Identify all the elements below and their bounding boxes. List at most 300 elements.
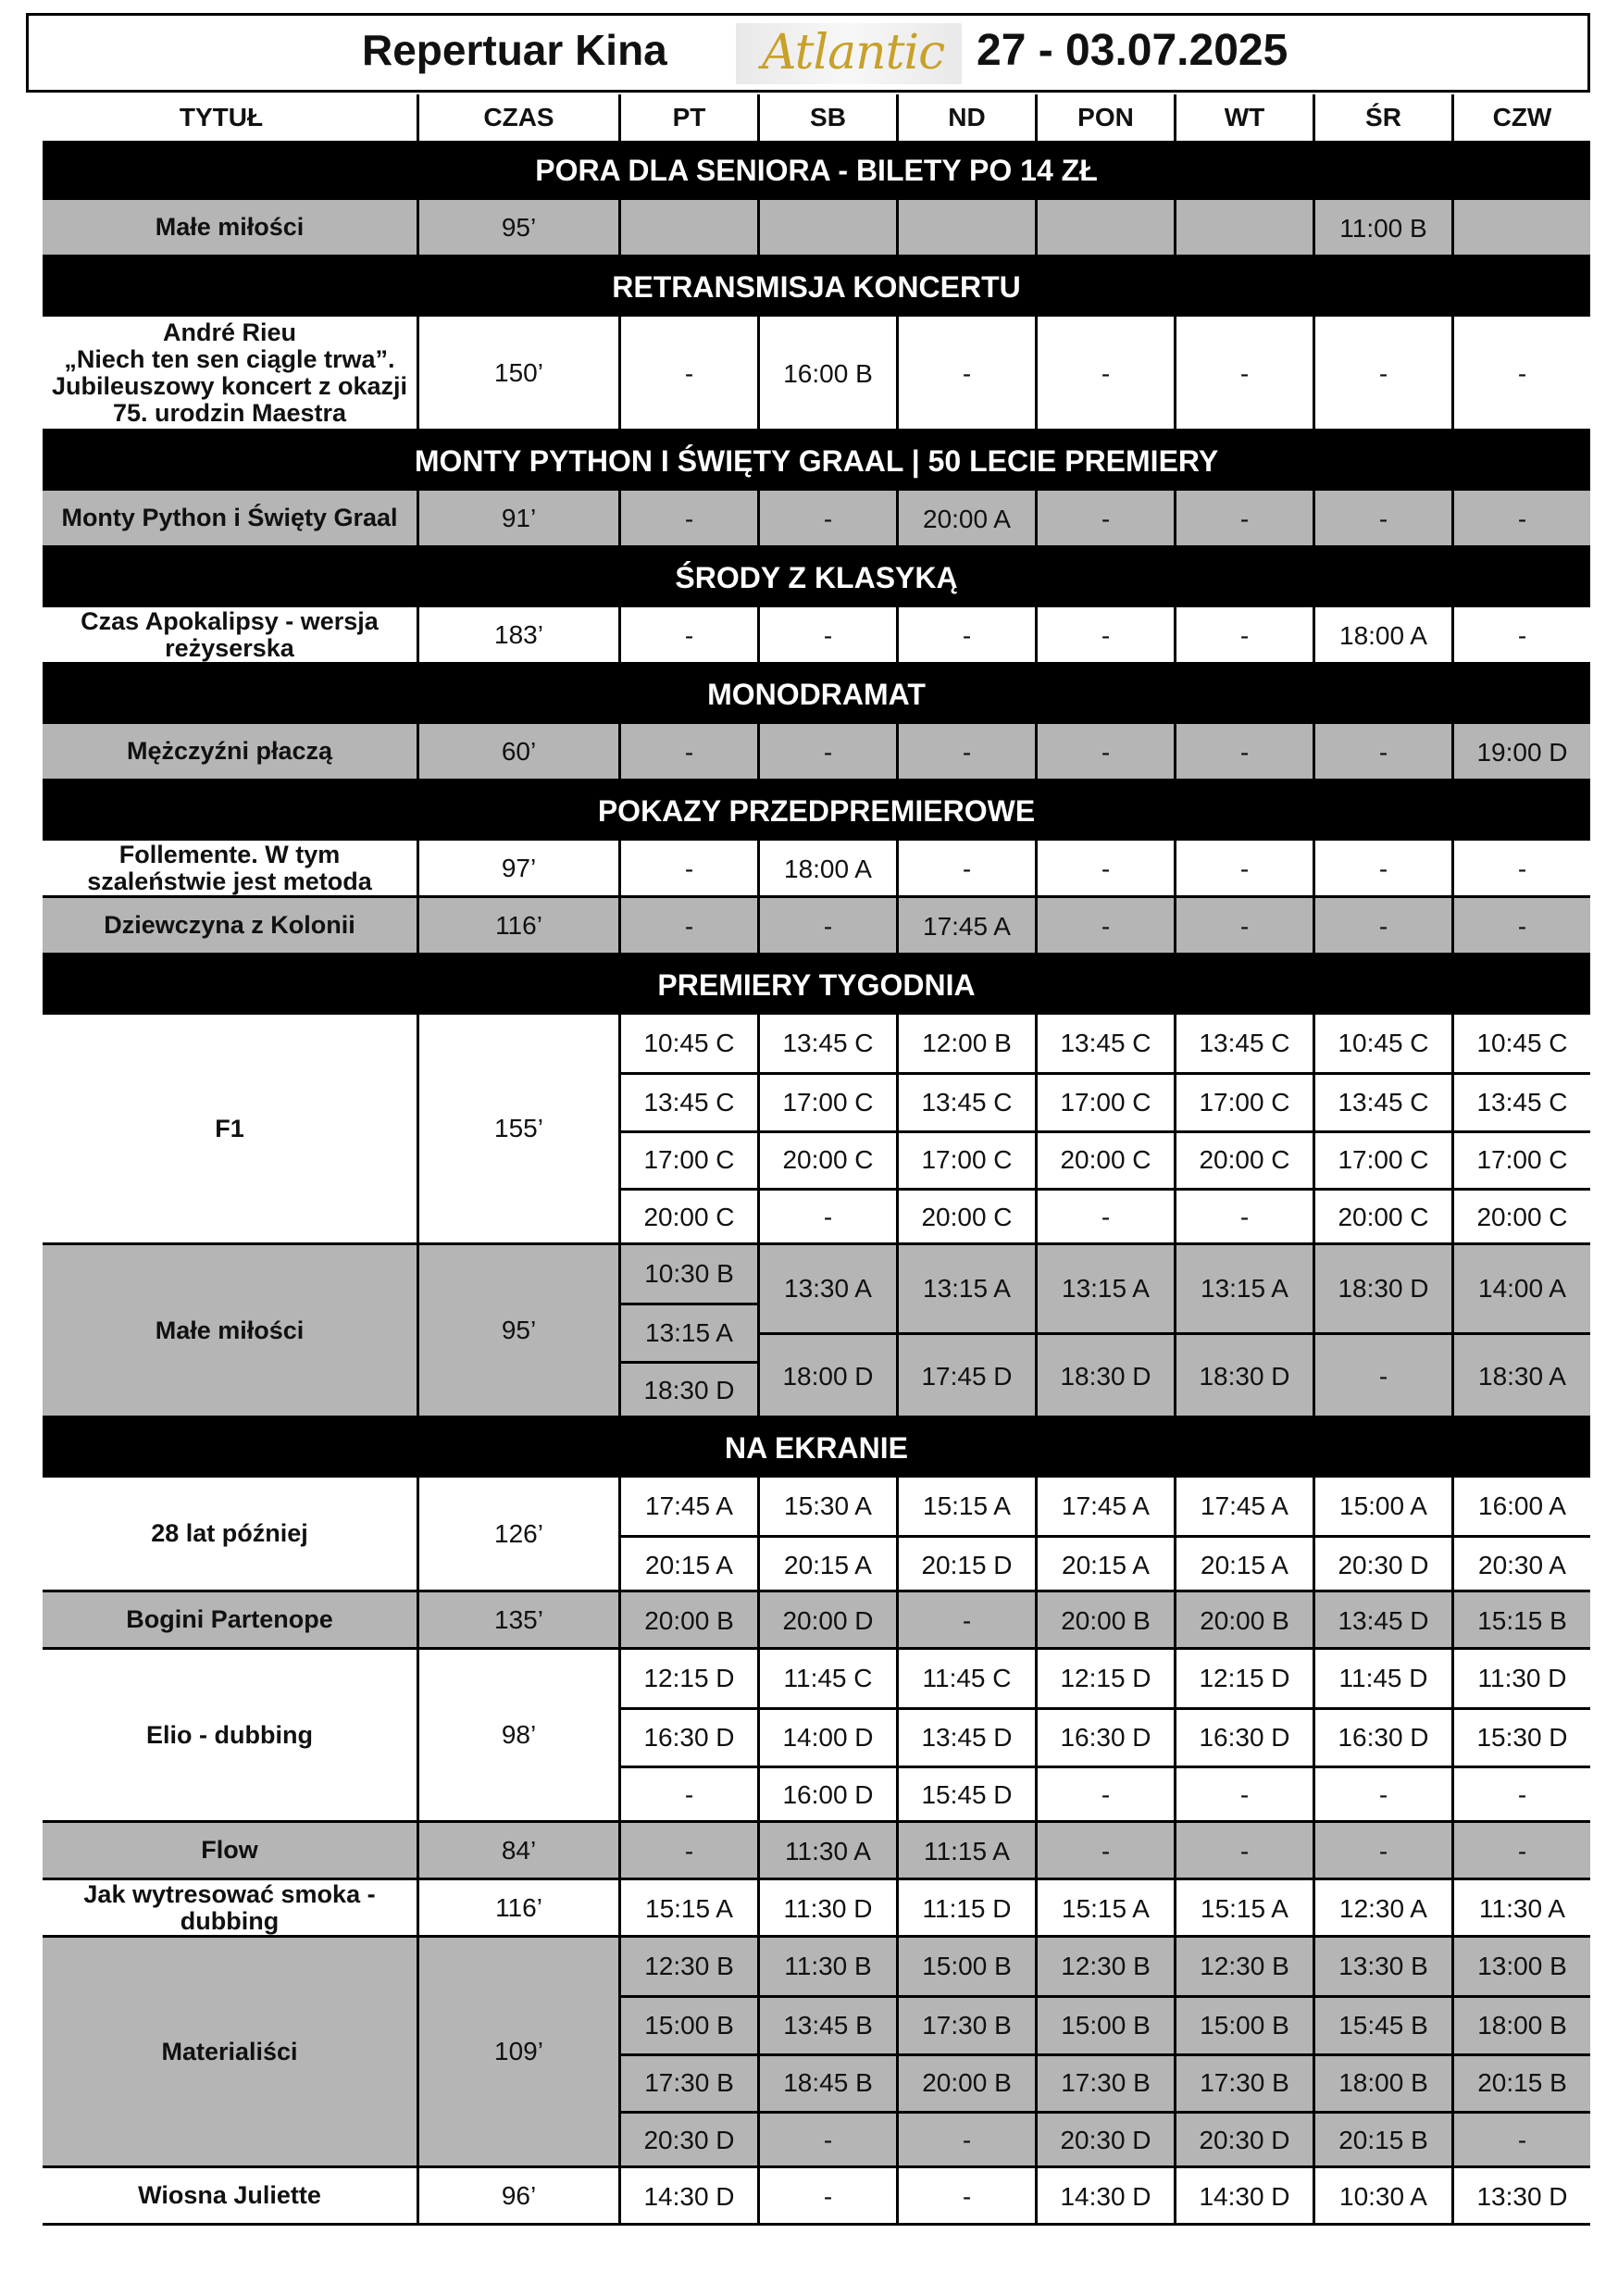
showtime: 17:45 A [923,912,1011,941]
showtime: 20:15 A [1038,1535,1174,1592]
day-cell [896,1478,1035,1590]
showtime: 13:30 A [784,1273,872,1303]
showtime: 17:30 B [1176,2053,1313,2111]
showtime: - [1038,1766,1174,1823]
movie-duration: 155’ [417,1015,618,1242]
movie-row [43,1823,1590,1880]
showtime: - [1378,738,1388,767]
day-cell [1035,1015,1174,1242]
showtime: - [684,621,694,650]
showtime: - [823,738,833,767]
movie-duration: 116’ [417,1880,618,1935]
showtime: 15:45 D [899,1766,1035,1823]
showtime: - [1239,855,1250,883]
showtime: - [1378,855,1388,883]
showtime: - [1517,1837,1527,1866]
movie-row [43,317,1590,431]
showtime: 12:30 B [1200,1952,1289,1981]
day-cell [896,491,1035,545]
day-cell [1174,200,1313,255]
showtime: 17:45 A [645,1491,733,1520]
day-cell [1451,1592,1590,1647]
showtime: 20:30 D [621,2111,757,2168]
movie-title: André Rieu „Niech ten sen ciągle trwa”. Jubileuszowy koncert z okazji 75. urodzin Maestra [51,318,408,427]
showtime: 14:30 D [1199,2182,1290,2211]
movie-title: Mężczyźni płaczą [126,737,333,765]
showtime: 17:45 A [1201,1491,1288,1520]
day-cell [1035,1478,1174,1590]
day-cell [896,1592,1035,1647]
day-cell [1035,2168,1174,2223]
showtime: - [1517,855,1527,883]
movie-duration: 98’ [417,1650,618,1820]
showtime: 20:00 B [1200,1606,1289,1635]
showtime: 12:30 B [1061,1952,1151,1981]
showtime: - [684,738,694,767]
showtime: 19:00 D [1476,738,1568,767]
day-cell [618,2168,757,2223]
day-cell [1174,1478,1313,1590]
showtime: 13:15 A [1201,1273,1288,1303]
movie-row [43,841,1590,898]
showtime: 18:30 D [1176,1332,1313,1419]
showtime [1038,200,1174,257]
col-title-header: TYTUŁ [179,103,264,131]
showtime: 20:15 B [1315,2111,1451,2168]
showtime: - [1101,621,1111,650]
showtime: - [684,855,694,883]
col-thu-header: CZW [1451,94,1590,141]
day-cell [1451,491,1590,545]
day-cell [1313,1015,1451,1242]
movie-duration: 84’ [417,1823,618,1878]
day-cell [896,2168,1035,2223]
movie-row [43,1650,1590,1823]
showtime: - [684,912,694,941]
day-cell [896,317,1035,429]
day-cell [1313,1880,1451,1935]
section-header: MONTY PYTHON I ŚWIĘTY GRAAL | 50 LECIE PREMIERY [43,431,1590,491]
showtime: 20:00 D [782,1606,874,1635]
day-cell [1313,1592,1451,1647]
movie-duration: 91’ [417,491,618,545]
day-cell [1451,898,1590,953]
showtime: 18:00 A [784,855,872,883]
showtime: 15:30 A [784,1491,872,1520]
showtime: - [1101,855,1111,883]
showtime: 15:00 B [922,1952,1012,1981]
showtime: 18:00 A [1339,621,1427,650]
day-cell [1451,2168,1590,2223]
day-cell [1035,491,1174,545]
day-cell [1035,898,1174,953]
day-cell [1035,1823,1174,1878]
showtime: 20:00 C [760,1130,896,1188]
showtime: - [1239,738,1250,767]
showtime: - [1315,1332,1451,1419]
day-cell [1035,724,1174,779]
movie-title: Wiosna Juliette [138,2181,321,2209]
day-cell [757,1823,896,1878]
showtime: 16:30 D [621,1707,757,1765]
day-cell [757,841,896,895]
day-cell [896,1880,1035,1935]
day-cell [1174,1592,1313,1647]
showtime: 13:45 D [1338,1606,1429,1635]
day-cell [618,1592,757,1647]
day-cell [896,1823,1035,1878]
showtime: 13:15 A [923,1273,1011,1303]
day-cell [1451,1650,1590,1820]
showtime: 12:30 A [1339,1894,1427,1923]
day-cell [1313,200,1451,255]
section-header: POKAZY PRZEDPREMIEROWE [43,781,1590,841]
movie-row [43,1592,1590,1650]
day-cell [1174,1938,1313,2165]
day-cell [1174,1650,1313,1820]
showtime: - [1101,505,1111,533]
movie-row [43,2168,1590,2226]
day-cell [757,724,896,779]
cinema-logo [736,23,962,84]
movie-duration: 109’ [417,1938,618,2165]
day-cell [1313,841,1451,895]
col-fri-header: PT [618,94,757,141]
day-cell [618,491,757,545]
showtime: 20:30 D [1176,2111,1313,2168]
day-cell [896,1245,1035,1416]
showtime: 13:30 B [1338,1952,1428,1981]
showtime: 20:15 A [621,1535,757,1592]
movie-duration: 116’ [417,898,618,953]
showtime: 16:30 D [1038,1707,1174,1765]
day-cell [757,1938,896,2165]
day-cell [757,898,896,953]
day-cell [1035,1592,1174,1647]
movie-duration: 95’ [417,1245,618,1416]
showtime: - [823,505,833,533]
showtime: 18:00 D [760,1332,896,1419]
section-header: PORA DLA SENIORA - BILETY PO 14 ZŁ [43,141,1590,200]
movie-duration: 60’ [417,724,618,779]
movie-title: Jak wytresować smoka - dubbing [83,1879,376,1935]
showtime [760,200,896,257]
showtime: 17:30 B [899,1995,1035,2053]
showtime: - [962,2182,972,2211]
day-cell [1174,841,1313,895]
column-headers [26,94,1590,141]
showtime: - [1454,2111,1590,2168]
movie-title: Elio - dubbing [146,1720,313,1749]
showtime: 13:45 B [760,1995,896,2053]
day-cell [1451,607,1590,662]
showtime: - [823,2182,833,2211]
day-cell [757,1880,896,1935]
showtime: - [1454,1766,1590,1823]
day-cell [1313,898,1451,953]
col-mon-header: PON [1035,94,1174,141]
showtime: 17:00 C [621,1130,757,1188]
showtime: 15:00 B [621,1995,757,2053]
showtime: - [1101,1837,1111,1866]
showtime: - [684,1837,694,1866]
showtime: - [760,2111,896,2168]
showtime: 20:00 B [899,2053,1035,2111]
day-cell [1174,1015,1313,1242]
movie-title: 28 lat później [151,1519,308,1547]
day-cell [1035,1880,1174,1935]
showtime: 10:30 B [644,1259,734,1289]
showtime: 10:45 C [1476,1029,1568,1058]
day-cell [618,1015,757,1242]
movie-row [43,1880,1590,1938]
showtime: 20:00 C [1454,1188,1590,1245]
showtime: 13:45 D [899,1707,1035,1765]
day-cell [618,200,757,255]
showtime: 20:00 C [1315,1188,1451,1245]
showtime: 17:45 A [1062,1491,1150,1520]
showtime: 17:30 B [1038,2053,1174,2111]
movie-row [43,724,1590,781]
movie-duration: 135’ [417,1592,618,1647]
showtime: 20:00 B [1061,1606,1151,1635]
day-cell [1451,841,1590,895]
showtime: - [962,738,972,767]
showtime: 10:30 A [1339,2182,1427,2211]
showtime: - [1239,1837,1250,1866]
showtime: 14:30 D [1060,2182,1151,2211]
day-cell [1174,1880,1313,1935]
col-sun-header: ND [896,94,1035,141]
day-cell [1451,1880,1590,1935]
showtime: 13:45 C [1454,1072,1590,1129]
day-cell [618,1823,757,1878]
showtime: - [1517,912,1527,941]
movie-title: Follemente. W tym szaleństwie jest metoda [87,840,372,895]
day-cell [1035,1938,1174,2165]
movie-title: Czas Apokalipsy - wersja reżyserska [81,606,379,662]
showtime: 11:00 B [1339,214,1427,243]
col-sat-header: SB [757,94,896,141]
day-cell [896,607,1035,662]
showtime: - [1315,1766,1451,1823]
day-cell [1313,2168,1451,2223]
movie-row [43,898,1590,955]
day-cell [1174,724,1313,779]
showtime: 12:30 B [644,1952,734,1981]
movie-row [43,1015,1590,1245]
movie-title: Monty Python i Święty Graal [61,504,398,531]
showtime: 18:45 B [760,2053,896,2111]
col-tue-header: WT [1174,94,1313,141]
showtime: 10:45 C [643,1029,735,1058]
showtime: 13:45 C [1199,1029,1290,1058]
showtime: 15:00 A [1339,1491,1427,1520]
showtime: 11:15 A [924,1837,1010,1866]
showtime: 15:15 B [1477,1606,1567,1635]
showtime: - [1101,738,1111,767]
showtime: 16:00 B [783,359,873,388]
day-cell [757,200,896,255]
movie-duration: 97’ [417,841,618,895]
page-header [26,13,1590,93]
showtime: - [1378,912,1388,941]
showtime [1176,200,1313,257]
day-cell [618,1650,757,1820]
day-cell [1174,2168,1313,2223]
showtime: 13:45 C [1060,1029,1151,1058]
showtime: 11:30 B [784,1952,872,1981]
showtime: 13:30 D [1476,2182,1568,2211]
showtime: - [1517,621,1527,650]
showtime: - [1517,359,1527,388]
showtime: 10:45 C [1338,1029,1429,1058]
showtime: 15:30 D [1454,1707,1590,1765]
showtime: 13:15 A [1062,1273,1150,1303]
day-cell [1035,1650,1174,1820]
day-cell [1313,1245,1451,1416]
movie-title: F1 [215,1114,244,1142]
day-cell [1174,1245,1313,1416]
showtime: 13:00 B [1477,1952,1567,1981]
day-cell [1451,1823,1590,1878]
showtime: - [1101,912,1111,941]
showtime: - [962,621,972,650]
day-cell [1451,317,1590,429]
showtime: 15:00 B [1176,1995,1313,2053]
showtime: - [684,359,694,388]
day-cell [1451,1245,1590,1416]
day-cell [1174,491,1313,545]
showtime: 20:00 A [923,505,1011,533]
movie-title: Małe miłości [155,213,305,241]
day-cell [1035,317,1174,429]
showtime: 20:30 D [1315,1535,1451,1592]
showtime: - [1101,359,1111,388]
day-cell [1451,200,1590,255]
movie-title: Małe miłości [155,1316,305,1344]
showtime: 13:45 C [899,1072,1035,1129]
showtime: 17:00 C [1038,1072,1174,1129]
showtime: - [823,912,833,941]
showtime: - [1378,505,1388,533]
day-cell [618,724,757,779]
showtime: - [823,621,833,650]
showtime: - [1176,1188,1313,1245]
showtime: 17:45 D [899,1332,1035,1419]
day-cell [1174,1823,1313,1878]
movie-duration: 126’ [417,1478,618,1590]
movie-row [43,607,1590,665]
movie-row [43,1938,1590,2168]
showtime: 12:15 D [1060,1664,1151,1693]
col-wed-header: ŚR [1313,94,1451,141]
showtime: 15:15 A [923,1491,1011,1520]
showtime: 20:30 D [1038,2111,1174,2168]
day-cell [1451,724,1590,779]
day-cell [1035,200,1174,255]
showtime: - [1378,359,1388,388]
movie-duration: 96’ [417,2168,618,2223]
movie-row [43,1478,1590,1592]
showtime: 20:00 C [1176,1130,1313,1188]
showtime: 15:45 B [1315,1995,1451,2053]
showtime: 18:30 D [621,1361,757,1418]
showtime: 16:30 D [1315,1707,1451,1765]
showtime: 11:30 D [1477,1664,1567,1693]
showtime: 11:45 C [922,1664,1012,1693]
movie-duration: 150’ [417,317,618,429]
showtime: 17:00 C [760,1072,896,1129]
showtime: 15:00 B [1038,1995,1174,2053]
showtime: 20:00 C [1038,1130,1174,1188]
day-cell [1451,1015,1590,1242]
showtime: 11:30 D [783,1894,873,1923]
showtime: 18:00 B [1454,1995,1590,2053]
day-cell [896,1015,1035,1242]
day-cell [618,898,757,953]
showtime: 13:15 A [621,1303,757,1360]
day-cell [1035,841,1174,895]
showtime: 18:30 D [1038,1332,1174,1419]
showtime: 17:00 C [1454,1130,1590,1188]
showtime: 12:15 D [643,1664,735,1693]
movie-row [43,200,1590,257]
showtime: 14:00 D [760,1707,896,1765]
showtime: 11:30 A [1479,1894,1565,1923]
section-header: PREMIERY TYGODNIA [43,955,1590,1015]
showtime: 13:45 C [782,1029,874,1058]
day-cell [618,841,757,895]
showtime [621,200,757,257]
showtime: 12:00 B [922,1029,1012,1058]
day-cell [1451,1478,1590,1590]
movie-title: Dziewczyna z Kolonii [104,911,355,939]
showtime: - [962,855,972,883]
day-cell [1313,491,1451,545]
showtime: 14:30 D [643,2182,735,2211]
day-cell [1313,1478,1451,1590]
showtime: 15:15 A [645,1894,733,1923]
day-cell [1313,1823,1451,1878]
showtime: 17:00 C [1315,1130,1451,1188]
day-cell [1174,317,1313,429]
showtime: 18:00 B [1315,2053,1451,2111]
day-cell [1174,607,1313,662]
showtime: 17:00 C [1176,1072,1313,1129]
day-cell [757,2168,896,2223]
showtime: 20:00 B [644,1606,734,1635]
showtime: - [1239,912,1250,941]
day-cell [757,1478,896,1590]
showtime: 20:00 C [621,1188,757,1245]
day-cell [1313,607,1451,662]
day-cell [618,317,757,429]
day-cell [618,1938,757,2165]
showtime: - [1176,1766,1313,1823]
day-cell [618,607,757,662]
showtime: - [1239,621,1250,650]
showtime: 14:00 A [1478,1273,1566,1303]
day-cell [1035,1245,1174,1416]
date-range: 27 - 03.07.2025 [977,26,1288,75]
day-cell [618,1478,757,1590]
showtime: 20:15 A [1176,1535,1313,1592]
day-cell [618,1245,757,1416]
showtime: 11:45 D [1338,1664,1428,1693]
showtime: 20:15 D [899,1535,1035,1592]
day-cell [757,1015,896,1242]
